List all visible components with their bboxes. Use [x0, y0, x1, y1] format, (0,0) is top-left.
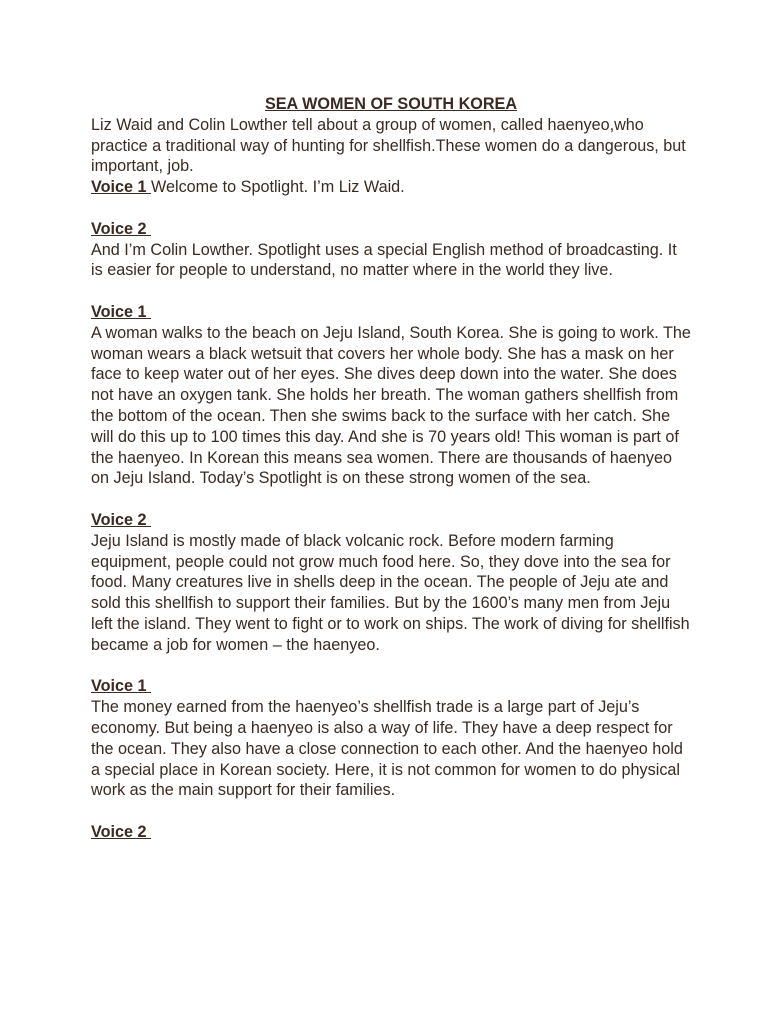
speaker-label: Voice 2 [91, 219, 151, 238]
speaker-label: Voice 1 [91, 677, 151, 696]
section-text: Jeju Island is mostly made of black volcanic rock. Before modern farming equipment, people could not grow much food here. So, they dove into the sea for food. Many creatures live in shells deep in the ocean. The people of Jeju ate and sold this shellfish to support their families. But by the 1600’s many men from Jeju left the island. They went to fight or to work on ships. The work of diving for shellfish became a job for women – the haenyeo. [91, 531, 690, 654]
speaker-label: Voice 1 [91, 178, 151, 197]
section-text: A woman walks to the beach on Jeju Island, South Korea. She is going to work. The woman wears a black wetsuit that covers her whole body. She has a mask on her face to keep water out of her eyes. She dives deep down into the water. She does not have an oxygen tank. She holds her breath. The woman gathers shellfish from the bottom of the ocean. Then she swims back to the surface with her catch. She will do this up to 100 times this day. And she is 70 years old! This woman is part of the haenyeo. In Korean this means sea women. There are thousands of haenyeo on Jeju Island. Today’s Spotlight is on these strong women of the sea. [91, 323, 691, 488]
section-text: And I’m Colin Lowther. Spotlight uses a special English method of broadcasting. It is easier for people to understand, no matter where in the world they live. [91, 240, 677, 280]
paragraph-gap [91, 656, 691, 677]
section-2 [91, 219, 691, 240]
section-5 [91, 676, 691, 697]
document-title: SEA WOMEN OF SOUTH KOREA [264, 95, 518, 113]
speaker-label: Voice 2 [91, 822, 151, 841]
paragraph-gap [91, 198, 691, 219]
section-4 [91, 510, 691, 531]
speaker-label: Voice 1 [91, 302, 151, 321]
section-3 [91, 302, 691, 323]
section-6 [91, 822, 691, 843]
section-text: Welcome to Spotlight. I’m Liz Waid. [150, 178, 405, 197]
paragraph-gap [91, 489, 691, 510]
document-page [91, 94, 691, 843]
section-1 [91, 177, 691, 198]
section-text: The money earned from the haenyeo’s shellfish trade is a large part of Jeju’s economy. But being a haenyeo is also a way of life. They have a deep respect for the ocean. They also have a close connection to each other. And the haenyeo hold a special place in Korean society. Here, it is not common for women to do physical work as the main support for their families. [91, 698, 683, 800]
paragraph-gap [91, 801, 691, 822]
intro-paragraph: Liz Waid and Colin Lowther tell about a group of women, called haenyeo,who practice a traditional way of hunting for shellfish.These women do a dangerous, but important, job. [91, 115, 686, 176]
paragraph-gap [91, 281, 691, 302]
speaker-label: Voice 2 [91, 510, 151, 529]
